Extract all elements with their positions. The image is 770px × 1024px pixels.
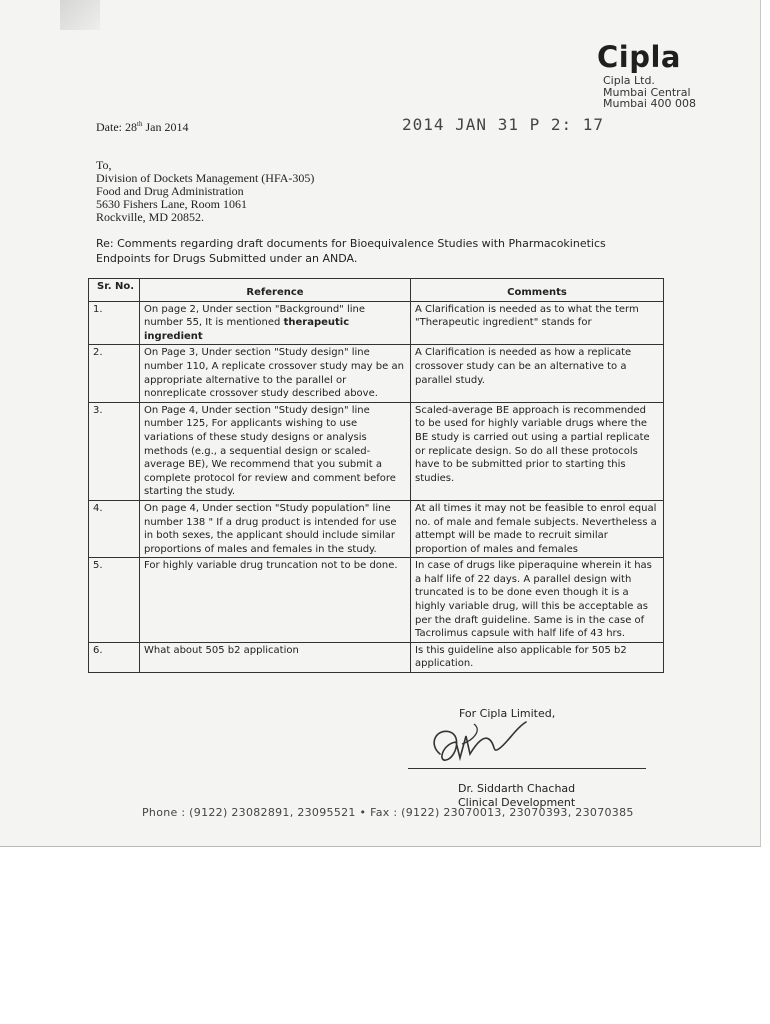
subject-text: Re: Comments regarding draft documents for Bioequivalence Studies with Pharmacokinetics [96,237,606,250]
cell-reference [140,558,411,643]
subject-text: Endpoints for Drugs Submitted under an ANDA. [96,252,358,265]
closing-line: For Cipla Limited, [459,707,556,720]
date-suffix: Jan 2014 [142,120,189,134]
cell-sr: 5. [89,558,140,643]
table-row [89,301,664,345]
cell-reference [140,500,411,557]
table-header-row [89,279,664,302]
reference-text: On Page 4, Under section "Study design" line number 125, For applicants wishing to use variations of these study designs or analysis methods (e.g., a sequential design or scaled-average BE), We recommend that you submit a complete protocol for review and comment before starting the study. [144,404,396,498]
cell-sr: 3. [89,402,140,500]
address-line: Cipla Ltd. [603,74,655,87]
header-reference: Reference [140,279,411,302]
header-sr-no: Sr. No. [89,279,140,302]
header-comments: Comments [411,279,664,302]
date-prefix: Date: 28 [96,120,137,134]
table-row [89,345,664,402]
address-line: Mumbai 400 008 [603,97,696,110]
cell-comment: A Clarification is needed as to what the term "Therapeutic ingredient" stands for [411,301,664,345]
cell-reference [140,402,411,500]
subject-line [96,236,696,266]
table-row [89,558,664,643]
reference-text: What about 505 b2 application [144,644,299,656]
cell-comment: A Clarification is needed as how a replicate crossover study can be an alternative to a parallel study. [411,345,664,402]
company-logo: Cipla [597,40,681,74]
cell-sr: 2. [89,345,140,402]
scan-smudge [60,0,100,30]
received-stamp: 2014 JAN 31 P 2: 17 [402,115,605,134]
reference-text: On page 4, Under section "Study population" line number 138 " If a drug product is intended for use in both sexes, the applicant should include similar proportions of males and females in the study. [144,502,397,555]
cell-sr: 1. [89,301,140,345]
address-line: Mumbai Central [603,85,691,99]
cell-sr: 4. [89,500,140,557]
recipient-address [96,159,314,224]
date-sup: th [137,120,143,128]
signatory-department: Clinical Development [458,796,576,809]
reference-text: For highly variable drug truncation not to be done. [144,560,398,572]
letter-date [96,120,188,135]
reference-text: On Page 3, Under section "Study design" line number 110, A replicate crossover study may be an appropriate alternative to the parallel or nonreplicate crossover study described above. [144,347,404,400]
table-row [89,500,664,557]
company-address [603,75,696,110]
signature-line [408,768,646,769]
recipient-line: Food and Drug Administration [96,184,244,198]
recipient-line: 5630 Fishers Lane, Room 1061 [96,197,247,211]
cell-reference [140,301,411,345]
handwritten-signature [426,714,536,774]
cell-comment: At all times it may not be feasible to enrol equal no. of male and female subjects. Nevertheless a attempt will be made to recruit similar proportion of males and females [411,500,664,557]
cell-reference [140,642,411,672]
cell-comment: In case of drugs like piperaquine wherein it has a half life of 22 days. A parallel design with truncated is to be done even though it is a highly variable drug, will this be acceptable as per the draft guideline. Same is in the case of Tacrolimus capsule with half life of 43 hrs. [411,558,664,643]
recipient-line: Division of Dockets Management (HFA-305) [96,171,315,185]
comments-table [88,278,664,673]
signatory-name: Dr. Siddarth Chachad [458,782,576,795]
recipient-line: To, [96,158,112,172]
letterhead-footer: Phone : (9122) 23082891, 23095521 • Fax : (9122) 23070013, 23070393, 23070385 [142,806,634,819]
cell-comment: Is this guideline also applicable for 505 b2 application. [411,642,664,672]
table-row [89,402,664,500]
reference-emphasis: therapeutic ingredient [144,317,350,342]
cell-reference [140,345,411,402]
recipient-line: Rockville, MD 20852. [96,210,204,224]
cell-comment: Scaled-average BE approach is recommended to be used for highly variable drugs where the BE study is carried out using a partial replicate or replicate design. So do all these protocols have to be submitted prior to starting this studies. [411,402,664,500]
cell-sr: 6. [89,642,140,672]
table-row [89,642,664,672]
reference-text: On page 2, Under section "Background" line number 55, It is mentioned [144,303,365,329]
